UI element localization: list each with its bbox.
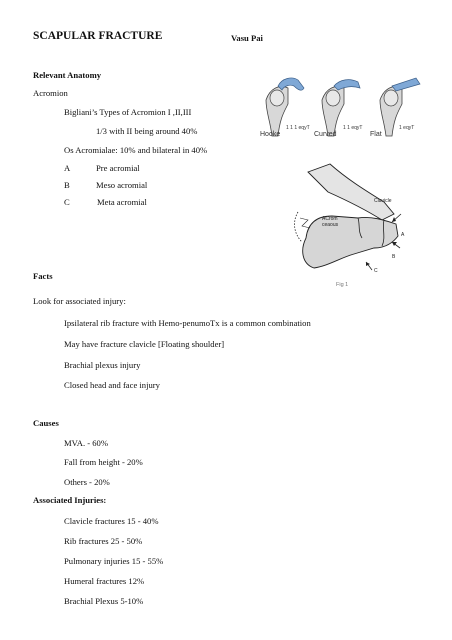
marker-label: A bbox=[401, 232, 405, 238]
os-type-label: Meso acromial bbox=[96, 180, 148, 190]
acromion-label-line2: ceaous bbox=[322, 222, 339, 228]
os-type-key: B bbox=[64, 180, 70, 190]
associated-item: Pulmonary injuries 15 - 55% bbox=[64, 556, 164, 566]
acromion-label-line1: ACrom bbox=[322, 216, 338, 222]
facts-item: Closed head and face injury bbox=[64, 380, 160, 390]
os-type-label: Pre acromial bbox=[96, 163, 140, 173]
section-heading-associated: Associated Injuries: bbox=[33, 495, 107, 505]
acromion-tag: 1 1 eqyT bbox=[343, 125, 363, 131]
facts-intro: Look for associated injury: bbox=[33, 296, 126, 306]
acromion-type-label: Hooke bbox=[260, 131, 281, 138]
facts-item: Brachial plexus injury bbox=[64, 360, 141, 370]
bigliani-types: Bigliani’s Types of Acromion I ,II,III bbox=[64, 107, 192, 117]
os-type-label: Meta acromial bbox=[97, 197, 147, 207]
marker-label: B bbox=[392, 254, 396, 260]
acromion-type-label: Curved bbox=[314, 131, 337, 138]
causes-item: Others - 20% bbox=[64, 477, 110, 487]
figure-caption: Fig 1 bbox=[336, 282, 349, 288]
marker-label: C bbox=[374, 268, 378, 274]
page-title: SCAPULAR FRACTURE bbox=[33, 30, 163, 42]
causes-item: MVA. - 60% bbox=[64, 438, 109, 448]
author-name: Vasu Pai bbox=[231, 33, 263, 43]
section-heading-facts: Facts bbox=[33, 271, 53, 281]
os-acromiale-figure bbox=[288, 158, 414, 290]
associated-item: Brachial Plexus 5-10% bbox=[64, 596, 144, 606]
associated-item: Rib fractures 25 - 50% bbox=[64, 536, 143, 546]
causes-item: Fall from height - 20% bbox=[64, 457, 143, 467]
clavicle-label: Clavicle bbox=[374, 198, 392, 204]
section-heading-anatomy: Relevant Anatomy bbox=[33, 70, 102, 80]
acromion-type-label: Flat bbox=[370, 131, 382, 138]
associated-item: Clavicle fractures 15 - 40% bbox=[64, 516, 159, 526]
acromion-label: Acromion bbox=[33, 88, 68, 98]
facts-item: Ipsilateral rib fracture with Hemo-penumoTx is a common combination bbox=[64, 318, 311, 328]
os-type-key: A bbox=[64, 163, 71, 173]
acromion-tag: 1 eqyT bbox=[399, 125, 415, 131]
acromion-tag: 1 1 1 eqyT bbox=[286, 125, 310, 131]
section-heading-causes: Causes bbox=[33, 418, 59, 428]
os-acromialae: Os Acromialae: 10% and bilateral in 40% bbox=[64, 145, 208, 155]
facts-item: May have fracture clavicle [Floating shoulder] bbox=[64, 339, 225, 349]
clavicle-bone bbox=[308, 164, 394, 220]
os-type-key: C bbox=[64, 197, 70, 207]
associated-item: Humeral fractures 12% bbox=[64, 576, 145, 586]
bigliani-subtext: 1/3 with II being around 40% bbox=[96, 126, 198, 136]
